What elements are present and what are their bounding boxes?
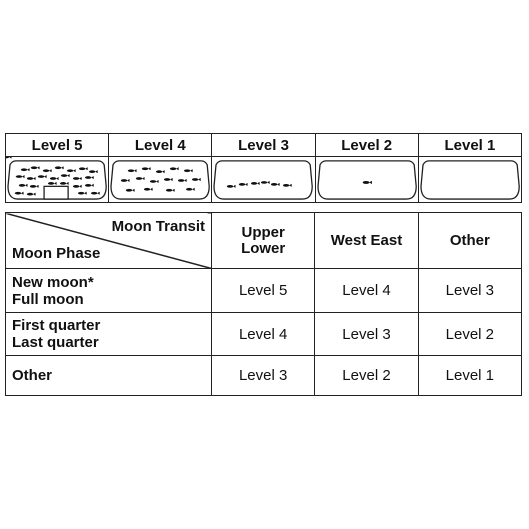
table-cell: Level 5	[212, 269, 315, 313]
level-4-fish-illustration	[109, 157, 211, 202]
level-2-label: Level 2	[316, 134, 418, 157]
moon-activity-table	[5, 212, 522, 396]
row-header-line: Other	[12, 367, 53, 384]
table-cell: Level 1	[418, 356, 521, 396]
column-header-line: Lower	[241, 239, 286, 257]
table-cell: Level 3	[418, 269, 521, 313]
level-3-label: Level 3	[212, 134, 314, 157]
level-5-fish-illustration	[6, 157, 108, 202]
level-1-label: Level 1	[419, 134, 521, 157]
table-cell: Level 2	[315, 356, 418, 396]
table-cell: Level 3	[315, 313, 418, 356]
row-header-line: Full moon	[12, 290, 84, 308]
table-cell: Level 4	[212, 313, 315, 356]
level-2-fish-illustration	[316, 157, 418, 202]
level-2-cell	[316, 134, 419, 202]
row-header-new-full-moon	[6, 269, 212, 313]
table-header-row	[6, 213, 522, 269]
level-1-cell	[419, 134, 521, 202]
level-5-cell	[6, 134, 109, 202]
level-1-fish-illustration	[419, 157, 521, 202]
table-row	[6, 269, 522, 313]
corner-header-cell	[6, 213, 212, 269]
row-header-line: Last quarter	[12, 334, 99, 351]
moon-phase-header: Moon Phase	[12, 245, 101, 262]
table-cell: Level 4	[315, 269, 418, 313]
level-3-cell	[212, 134, 315, 202]
level-2-screen-icon	[316, 157, 418, 202]
fish-school-icon	[6, 157, 12, 159]
fish-school-icon	[227, 181, 292, 188]
column-header-line: Upper	[241, 223, 285, 241]
level-4-cell	[109, 134, 212, 202]
row-header-other	[6, 356, 212, 396]
level-3-screen-icon	[212, 157, 314, 202]
level-5-screen-icon	[6, 157, 108, 202]
column-header-line: West East	[330, 231, 403, 249]
row-header-line: New moon*	[12, 273, 94, 291]
level-1-screen-icon	[419, 157, 521, 202]
single-fish-icon	[362, 181, 371, 184]
level-4-screen-icon	[109, 157, 211, 202]
row-header-quarters	[6, 313, 212, 356]
fish-level-legend	[5, 133, 522, 203]
column-header-other	[418, 213, 521, 269]
table-row	[6, 356, 522, 396]
moon-transit-header: Moon Transit	[111, 218, 205, 235]
table-cell: Level 3	[212, 356, 315, 396]
level-4-label: Level 4	[109, 134, 211, 157]
column-header-upper-lower	[212, 213, 315, 269]
fish-school-icon	[121, 167, 201, 192]
table-cell: Level 2	[418, 313, 521, 356]
column-header-line: Other	[449, 231, 490, 249]
table-row	[6, 313, 522, 356]
row-header-line: First quarter	[12, 317, 101, 334]
column-header-west-east	[315, 213, 418, 269]
level-3-fish-illustration	[212, 157, 314, 202]
level-5-label: Level 5	[6, 134, 108, 157]
